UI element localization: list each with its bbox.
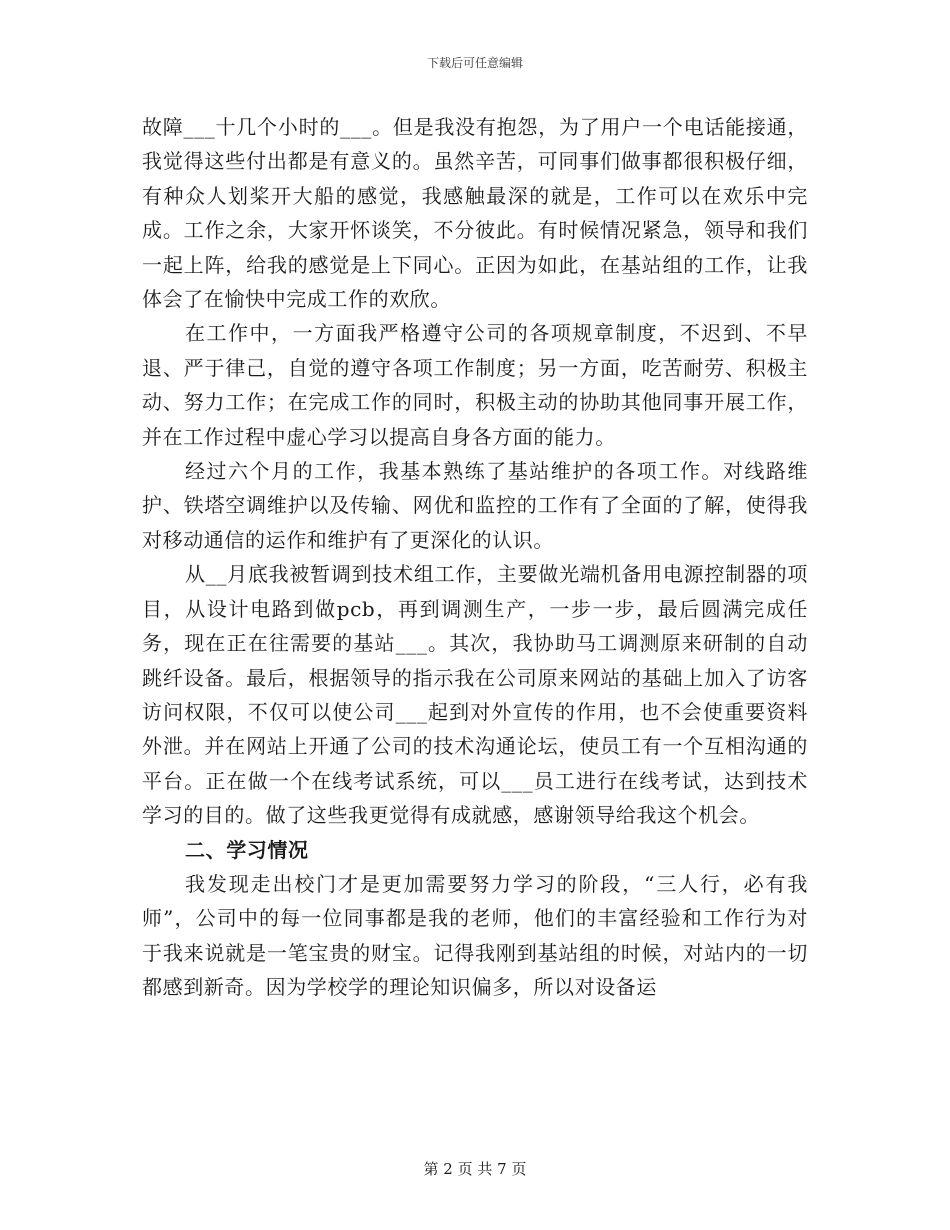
paragraph-technical-group: 从__月底我被暂调到技术组工作，主要做光端机备用电源控制器的项目，从设计电路到做pcb，再到调测生产，一步一步，最后圆满完成任务，现在正在往需要的基站___。其次，我协助马工调测原来研制的自动跳纤设备。最后，根据领导的指示我在公司原来网站的基础上加入了访客访问权限，不仅可以使公司___起到对外宣传的作用，也不会使重要资料外泄。并在网站上开通了公司的技术沟通论坛，使员工有一个互相沟通的平台。正在做一个在线考试系统，可以___员工进行在线考试，达到技术学习的目的。做了这些我更觉得有成就感，感谢领导给我这个机会。 [142, 562, 808, 828]
page-footer: 第 2 页 共 7 页 [423, 1160, 527, 1178]
paragraph-six-months: 经过六个月的工作，我基本熟练了基站维护的各项工作。对线路维护、铁塔空调维护以及传输、网优和监控的工作有了全面的了解，使得我对移动通信的运作和维护有了更深化的认识。 [142, 459, 808, 552]
paragraph-work-discipline: 在工作中，一方面我严格遵守公司的各项规章制度，不迟到、不早退、严于律己，自觉的遵守各项工作制度；另一方面，吃苦耐劳、积极主动、努力工作；在完成工作的同时，积极主动的协助其他同事开展工作，并在工作过程中虚心学习以提高自身各方面的能力。 [142, 321, 808, 449]
paragraph-continuation: 故障___十几个小时的___。但是我没有抱怨，为了用户一个电话能接通，我觉得这些付出都是有意义的。虽然辛苦，可同事们做事都很积极仔细，有种众人划桨开大船的感觉，我感触最深的就是，工作可以在欢乐中完成。工作之余，大家开怀谈笑，不分彼此。有时候情况紧急，领导和我们一起上阵，给我的感觉是上下同心。正因为如此，在基站组的工作，让我体会了在愉快中完成工作的欢欣。 [142, 115, 808, 312]
page-header: 下载后可任意编辑 [426, 56, 523, 70]
paragraph-learning: 我发现走出校门才是更加需要努力学习的阶段，“三人行，必有我师”，公司中的每一位同事都是我的老师，他们的丰富经验和工作行为对于我来说就是一笔宝贵的财宝。记得我刚到基站组的时候，对站内的一切都感到新奇。因为学校学的理论知识偏多，所以对设备运 [142, 871, 808, 1000]
document-body [142, 110, 808, 1005]
section-heading-learning: 二、学习情况 [185, 837, 309, 862]
